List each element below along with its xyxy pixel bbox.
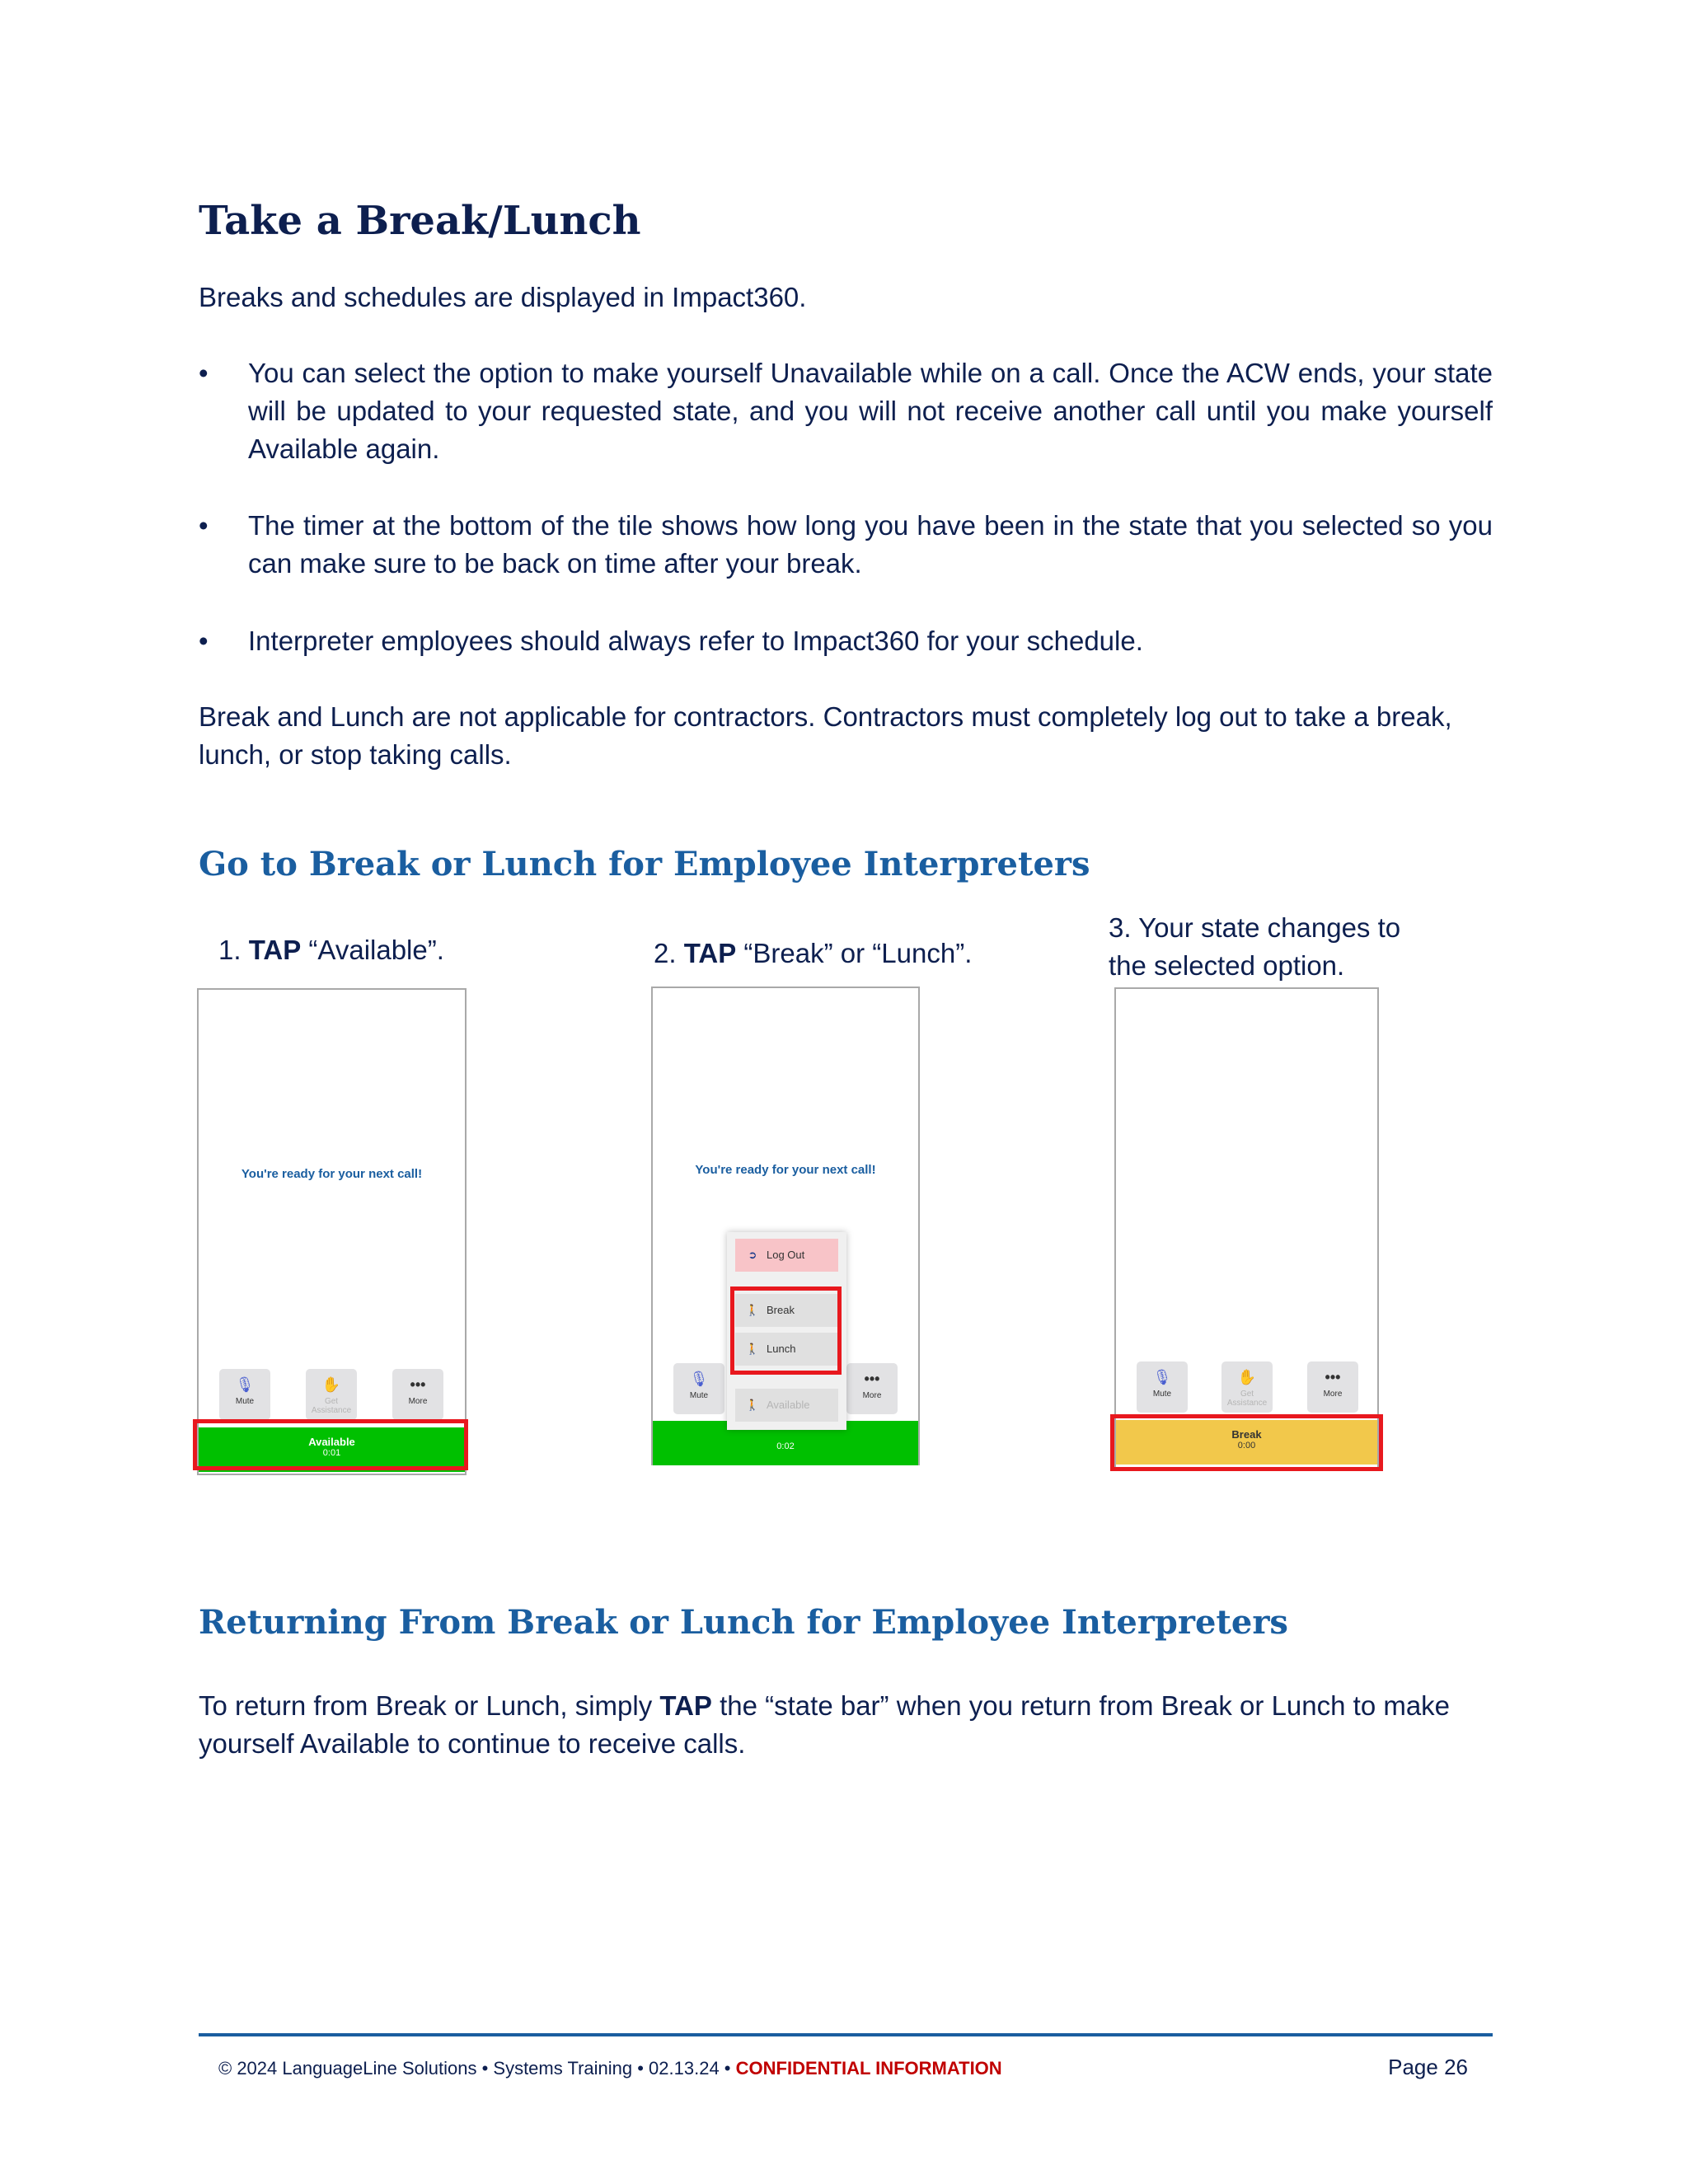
- confidential-label: CONFIDENTIAL INFORMATION: [735, 2058, 1002, 2079]
- logout-icon: ➲: [748, 1249, 757, 1261]
- hand-icon: ✋: [1237, 1369, 1257, 1385]
- intro-text: Breaks and schedules are displayed in Impact360.: [199, 282, 807, 312]
- ready-message: You're ready for your next call!: [695, 1163, 876, 1177]
- highlight-box: [730, 1286, 842, 1375]
- step-1-caption: 1. TAP “Available”.: [218, 935, 444, 965]
- more-dots-icon: •••: [410, 1376, 426, 1393]
- step-3-caption: 3. Your state changes to the selected option.: [1109, 912, 1401, 981]
- menu-item-break[interactable]: 🚶 Break: [735, 1294, 838, 1327]
- person-icon: 🚶: [745, 1399, 760, 1411]
- microphone-icon: 🎙: [235, 1376, 255, 1393]
- page-number: Page 26: [1388, 2055, 1468, 2079]
- bullet-item: [199, 354, 1493, 468]
- bullet-text: You can select the option to make yourself Unavailable while on a call. Once the ACW ends, your state will be updated to your requested state, and you will not receive another call until you make yourself Available again.: [248, 358, 1493, 464]
- get-assistance-button[interactable]: ✋ Get Assistance: [1221, 1361, 1273, 1413]
- phone-screenshot-available: [197, 988, 467, 1475]
- more-button[interactable]: ••• More: [846, 1363, 898, 1414]
- highlight-box: [193, 1419, 468, 1470]
- footer-copyright: © 2024 LanguageLine Solutions • Systems Training • 02.13.24 • CONFIDENTIAL INFORMATION: [218, 2058, 1002, 2079]
- person-icon: 🚶: [745, 1304, 760, 1316]
- menu-item-available[interactable]: 🚶 Available: [735, 1389, 838, 1422]
- hand-icon: ✋: [321, 1376, 341, 1393]
- bullet-dot: •: [199, 358, 209, 388]
- contractor-note: Break and Lunch are not applicable for contractors. Contractors must completely log out to take a break, lunch, or stop taking calls.: [199, 701, 1452, 770]
- return-instructions: To return from Break or Lunch, simply TAP the “state bar” when you return from Break or Lunch to make yourself Available to continue to receive calls.: [199, 1690, 1451, 1759]
- more-dots-icon: •••: [864, 1371, 880, 1387]
- state-bar-break[interactable]: Break 0:00: [1116, 1420, 1377, 1465]
- more-button[interactable]: ••• More: [1307, 1361, 1358, 1413]
- get-assistance-button[interactable]: ✋ Get Assistance: [306, 1369, 357, 1420]
- person-icon: 🚶: [745, 1343, 760, 1355]
- state-bar-available[interactable]: 0:02: [653, 1421, 918, 1465]
- section-heading-go-to-break: Go to Break or Lunch for Employee Interpreters: [199, 845, 1090, 883]
- mute-button[interactable]: 🎙 Mute: [673, 1363, 724, 1414]
- more-button[interactable]: ••• More: [392, 1369, 443, 1420]
- bullet-item: [199, 622, 1493, 660]
- bullet-dot: •: [199, 510, 209, 541]
- section-heading-returning: Returning From Break or Lunch for Employee Interpreters: [199, 1603, 1288, 1642]
- more-dots-icon: •••: [1325, 1369, 1341, 1385]
- bullet-text: The timer at the bottom of the tile shows how long you have been in the state that you selected so you can make sure to be back on time after your break.: [248, 510, 1493, 579]
- phone-screenshot-break: [1114, 987, 1379, 1470]
- menu-item-logout[interactable]: ➲ Log Out: [735, 1239, 838, 1272]
- microphone-icon: 🎙: [1152, 1369, 1172, 1385]
- bullet-dot: •: [199, 626, 209, 656]
- menu-item-lunch[interactable]: 🚶 Lunch: [735, 1333, 838, 1366]
- page-title: Take a Break/Lunch: [199, 198, 641, 244]
- bullet-item: [199, 507, 1493, 583]
- bullet-text: Interpreter employees should always refer to Impact360 for your schedule.: [248, 626, 1143, 656]
- step-2-caption: 2. TAP “Break” or “Lunch”.: [654, 938, 973, 968]
- mute-button[interactable]: 🎙 Mute: [1137, 1361, 1188, 1413]
- microphone-icon: 🎙: [689, 1371, 709, 1387]
- state-bar-available[interactable]: Available 0:01: [199, 1427, 465, 1472]
- mute-button[interactable]: 🎙 Mute: [219, 1369, 270, 1420]
- highlight-box: [1110, 1414, 1383, 1471]
- footer-divider: [199, 2033, 1493, 2036]
- phone-screenshot-menu: [651, 987, 920, 1465]
- ready-message: You're ready for your next call!: [241, 1167, 423, 1181]
